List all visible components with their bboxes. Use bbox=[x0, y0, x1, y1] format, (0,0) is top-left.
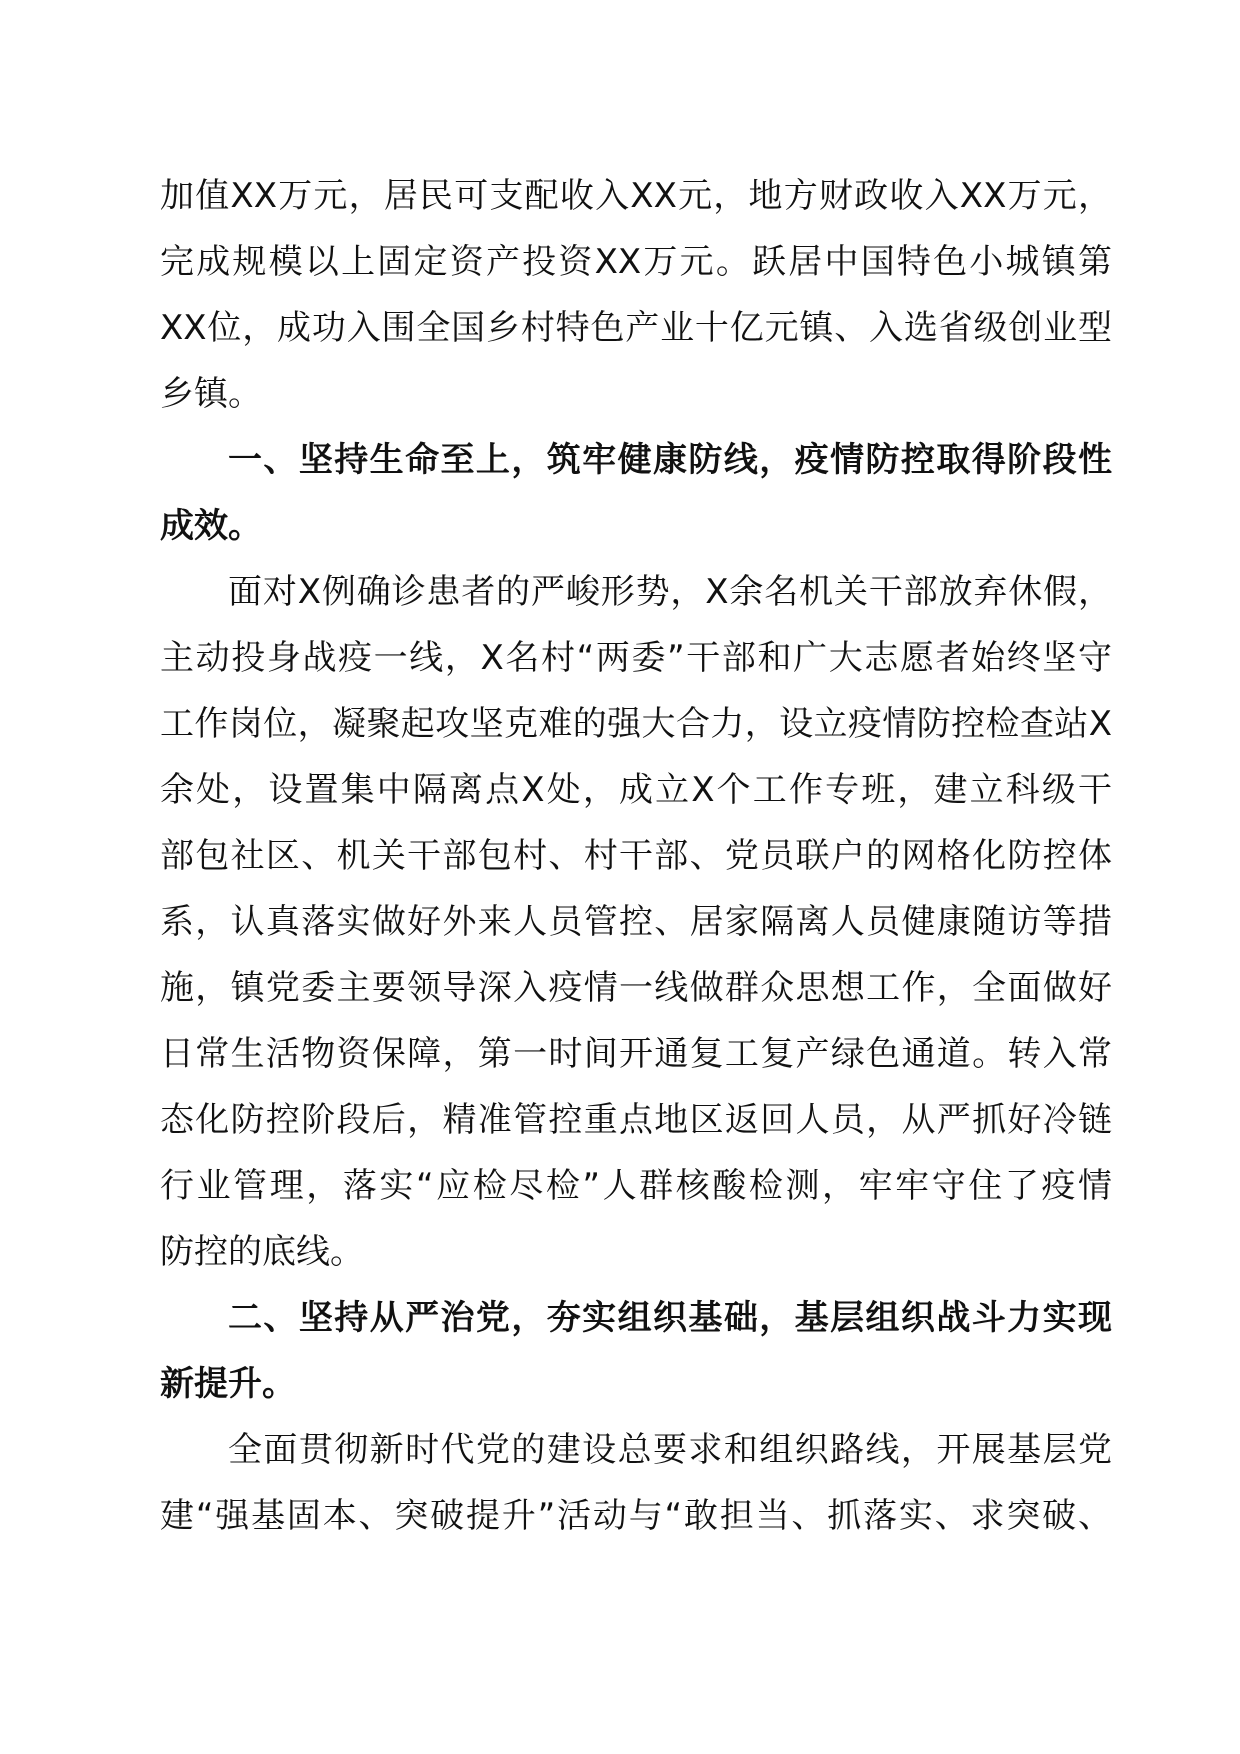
text-line: 防控的底线。 bbox=[160, 1232, 364, 1272]
paragraph-body bbox=[160, 1417, 1112, 1549]
text-line: 行业管理，落实“应检尽检”人群核酸检测，牢牢守住了疫情 bbox=[160, 1166, 1112, 1206]
text-line: XX位，成功入围全国乡村特色产业十亿元镇、入选省级创业型 bbox=[160, 308, 1112, 348]
text-line: 工作岗位，凝聚起攻坚克难的强大合力，设立疫情防控检查站X bbox=[160, 704, 1112, 744]
document-body bbox=[160, 163, 1112, 1549]
text-line: 完成规模以上固定资产投资XX万元。跃居中国特色小城镇第 bbox=[160, 242, 1112, 282]
heading-line: 二、坚持从严治党，夯实组织基础，基层组织战斗力实现 bbox=[228, 1298, 1112, 1338]
text-line: 主动投身战疫一线，X名村“两委”干部和广大志愿者始终坚守 bbox=[160, 638, 1112, 678]
paragraph-body bbox=[160, 559, 1112, 1285]
text-line: 日常生活物资保障，第一时间开通复工复产绿色通道。转入常 bbox=[160, 1034, 1112, 1074]
heading-line: 新提升。 bbox=[160, 1364, 296, 1404]
heading-line: 成效。 bbox=[160, 506, 262, 546]
text-line: 态化防控阶段后，精准管控重点地区返回人员，从严抓好冷链 bbox=[160, 1100, 1112, 1140]
text-line: 部包社区、机关干部包村、村干部、党员联户的网格化防控体 bbox=[160, 836, 1112, 876]
text-line: 乡镇。 bbox=[160, 374, 262, 414]
paragraph-body bbox=[160, 163, 1112, 427]
text-line: 系，认真落实做好外来人员管控、居家隔离人员健康随访等措 bbox=[160, 902, 1112, 942]
text-line: 全面贯彻新时代党的建设总要求和组织路线，开展基层党 bbox=[228, 1430, 1112, 1470]
section-heading-1 bbox=[160, 427, 1112, 559]
text-line: 面对X例确诊患者的严峻形势，X余名机关干部放弃休假， bbox=[228, 572, 1112, 612]
section-heading-2 bbox=[160, 1285, 1112, 1417]
text-line: 建“强基固本、突破提升”活动与“敢担当、抓落实、求突破、 bbox=[160, 1496, 1112, 1536]
heading-line: 一、坚持生命至上，筑牢健康防线，疫情防控取得阶段性 bbox=[228, 440, 1112, 480]
text-line: 余处，设置集中隔离点X处，成立X个工作专班，建立科级干 bbox=[160, 770, 1112, 810]
text-line: 加值XX万元，居民可支配收入XX元，地方财政收入XX万元， bbox=[160, 176, 1112, 216]
text-line: 施，镇党委主要领导深入疫情一线做群众思想工作，全面做好 bbox=[160, 968, 1112, 1008]
